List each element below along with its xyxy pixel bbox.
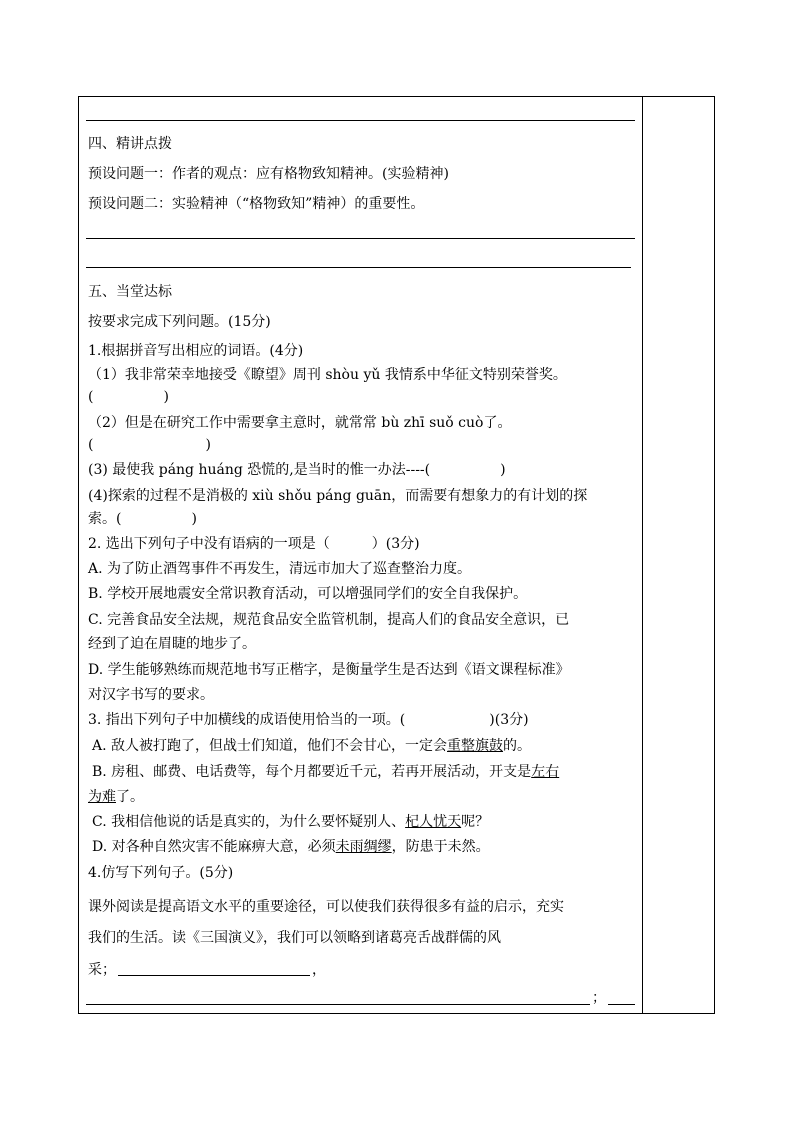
answer-line (86, 238, 635, 239)
question-2-title: 2. 选出下列句子中没有语病的一项是（ ）(3分) (88, 536, 420, 552)
comma-mark: ， (312, 962, 326, 978)
fill-blank-line (118, 975, 310, 976)
section-5-title: 五、当堂达标 (88, 284, 172, 300)
option-text: B. 房租、邮费、电话费等，每个月都要近千元，若再开展活动，开支是 (92, 764, 532, 780)
option-text: 了。 (116, 789, 144, 805)
question-3-title: 3. 指出下列句子中加横线的成语使用恰当的一项。( )(3分) (88, 712, 529, 728)
question-3-option-d (92, 838, 490, 856)
table-column-divider (642, 96, 643, 1014)
answer-line (86, 267, 631, 268)
fill-blank-line (86, 1004, 590, 1005)
question-1-item-1: （1）我非常荣幸地接受《瞭望》周刊 shòu yǔ 我情系中华征文特别荣誉奖。 (88, 367, 567, 383)
question-1-item-4: (4)探索的过程不是消极的 xiù shǒu páng guān，而需要有想象力的有计划的探 (88, 488, 588, 504)
question-2-option-a: A. 为了防止酒驾事件不再发生，清远市加大了巡查整治力度。 (88, 561, 472, 577)
question-1-title: 1.根据拼音写出相应的词语。(4分) (88, 343, 304, 359)
underlined-idiom: 为难 (88, 789, 116, 805)
section-4-title: 四、精讲点拨 (88, 136, 172, 152)
question-2-option-d-cont: 对汉字书写的要求。 (88, 687, 214, 703)
option-text: C. 我相信他说的话是真实的，为什么要怀疑别人、 (92, 814, 406, 830)
question-3-option-c (92, 813, 489, 831)
question-3-option-a (92, 737, 531, 755)
question-4-text-line-1: 课外阅读是提高语文水平的重要途径，可以使我们获得很多有益的启示，充实 (88, 899, 564, 915)
question-1-item-1-blank: ( ) (88, 389, 169, 405)
option-text: ，防患于未然。 (391, 839, 490, 855)
question-1-item-2: （2）但是在研究工作中需要拿主意时，就常常 bù zhī suǒ cuò了。 (88, 415, 512, 431)
question-4-title: 4.仿写下列句子。(5分) (88, 865, 234, 881)
question-1-item-2-blank: ( ) (88, 437, 211, 453)
question-3-option-b (92, 763, 559, 781)
underlined-idiom: 左右 (531, 764, 560, 780)
underlined-idiom: 重整旗鼓 (447, 738, 504, 754)
fill-blank-line (608, 1004, 635, 1005)
preset-question-1: 预设问题一：作者的观点：应有格物致知精神。(实验精神) (88, 166, 449, 182)
semicolon-mark: ； (592, 990, 606, 1006)
question-4-text-line-2: 我们的生活。读《三国演义》，我们可以领略到诸葛亮舌战群儒的风 (88, 930, 501, 946)
question-2-option-c-cont: 经到了迫在眉睫的地步了。 (88, 636, 256, 652)
answer-line (86, 120, 635, 121)
option-text: D. 对各种自然灾害不能麻痹大意，必须 (92, 839, 336, 855)
preset-question-2: 预设问题二：实验精神（“格物致知”精神）的重要性。 (88, 196, 425, 212)
underlined-idiom: 未雨绸缪 (335, 839, 392, 855)
question-4-text-line-3: 采； (88, 962, 116, 978)
option-text: A. 敌人被打跑了，但战士们知道，他们不会甘心，一定会 (92, 738, 448, 754)
question-1-item-3: (3) 最使我 páng huáng 恐慌的,是当时的惟一办法----( ) (88, 462, 506, 478)
question-1-item-4-cont: 索。( ) (88, 511, 197, 527)
option-text: 呢？ (461, 814, 490, 830)
question-2-option-d: D. 学生能够熟练而规范地书写正楷字，是衡量学生是否达到《语文课程标准》 (88, 662, 570, 678)
section-5-intro: 按要求完成下列问题。(15分) (88, 314, 271, 330)
option-text: 的。 (503, 738, 532, 754)
question-2-option-c: C. 完善食品安全法规，规范食品安全监管机制，提高人们的食品安全意识，已 (88, 612, 570, 628)
underlined-idiom: 杞人忧天 (405, 814, 462, 830)
question-3-option-b-cont (88, 788, 144, 806)
question-2-option-b: B. 学校开展地震安全常识教育活动，可以增强同学们的安全自我保护。 (88, 586, 528, 602)
